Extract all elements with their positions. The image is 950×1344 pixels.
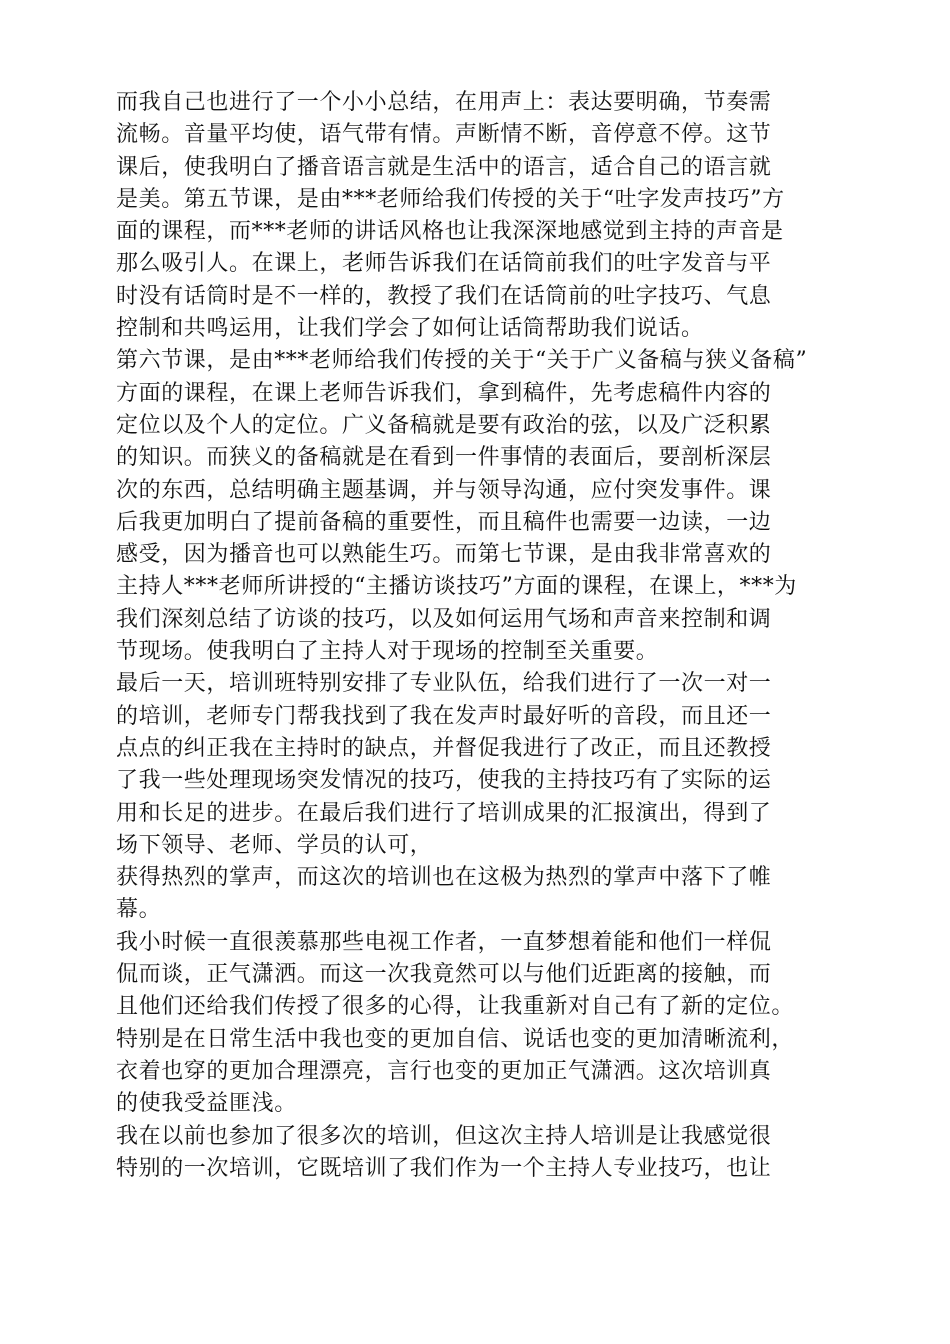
text-line: 衣着也穿的更加合理漂亮，言行也变的更加正气潇洒。这次培训真 bbox=[116, 1058, 772, 1084]
text-line: 定位以及个人的定位。广义备稿就是要有政治的弦，以及广泛积累 bbox=[116, 412, 772, 438]
text-line: 我在以前也参加了很多次的培训，但这次主持人培训是让我感觉很 bbox=[116, 1123, 772, 1149]
text-line: 第六节课，是由***老师给我们传授的关于“关于广义备稿与狭义备稿” bbox=[116, 348, 808, 374]
text-line: 流畅。音量平均使，语气带有情。声断情不断，音停意不停。这节 bbox=[116, 122, 772, 148]
text-line: 点点的纠正我在主持时的缺点，并督促我进行了改正，而且还教授 bbox=[116, 735, 772, 761]
text-line: 面的课程，而***老师的讲话风格也让我深深地感觉到主持的声音是 bbox=[116, 219, 784, 245]
text-line: 了我一些处理现场突发情况的技巧，使我的主持技巧有了实际的运 bbox=[116, 768, 772, 794]
text-line: 时没有话筒时是不一样的，教授了我们在话筒前的吐字技巧、气息 bbox=[116, 283, 772, 309]
text-line: 获得热烈的掌声，而这次的培训也在这极为热烈的掌声中落下了帷 bbox=[116, 865, 772, 891]
text-line: 后我更加明白了提前备稿的重要性，而且稿件也需要一边读，一边 bbox=[116, 509, 772, 535]
text-line: 控制和共鸣运用，让我们学会了如何让话筒帮助我们说话。 bbox=[116, 316, 704, 342]
text-line: 课后，使我明白了播音语言就是生活中的语言，适合自己的语言就 bbox=[116, 154, 772, 180]
text-line: 特别的一次培训，它既培训了我们作为一个主持人专业技巧，也让 bbox=[116, 1155, 772, 1181]
text-line: 侃而谈，正气潇洒。而这一次我竟然可以与他们近距离的接触，而 bbox=[116, 962, 772, 988]
text-line: 我们深刻总结了访谈的技巧，以及如何运用气场和声音来控制和调 bbox=[116, 606, 772, 632]
text-line: 感受，因为播音也可以熟能生巧。而第七节课，是由我非常喜欢的 bbox=[116, 542, 772, 568]
text-line: 方面的课程，在课上老师告诉我们，拿到稿件，先考虑稿件内容的 bbox=[116, 380, 772, 406]
text-line: 节现场。使我明白了主持人对于现场的控制至关重要。 bbox=[116, 639, 659, 665]
text-line: 那么吸引人。在课上，老师告诉我们在话筒前我们的吐字发音与平 bbox=[116, 251, 772, 277]
text-line: 主持人***老师所讲授的“主播访谈技巧”方面的课程，在课上，***为 bbox=[116, 574, 797, 600]
text-line: 的培训，老师专门帮我找到了我在发声时最好听的音段，而且还一 bbox=[116, 703, 772, 729]
text-line: 而我自己也进行了一个小小总结，在用声上：表达要明确，节奏需 bbox=[116, 90, 772, 115]
text-line: 我小时候一直很羡慕那些电视工作者，一直梦想着能和他们一样侃 bbox=[116, 929, 772, 955]
text-line: 的使我受益匪浅。 bbox=[116, 1091, 297, 1117]
text-line: 场下领导、老师、学员的认可， bbox=[116, 832, 433, 858]
text-line: 特别是在日常生活中我也变的更加自信、说话也变的更加清晰流利， bbox=[116, 1026, 795, 1052]
body-text bbox=[116, 87, 846, 1185]
text-line: 次的东西，总结明确主题基调，并与领导沟通，应付突发事件。课 bbox=[116, 477, 772, 503]
text-line: 的知识。而狭义的备稿就是在看到一件事情的表面后，要剖析深层 bbox=[116, 445, 772, 471]
text-line: 用和长足的进步。在最后我们进行了培训成果的汇报演出，得到了 bbox=[116, 800, 772, 826]
text-line: 是美。第五节课，是由***老师给我们传授的关于“吐字发声技巧”方 bbox=[116, 186, 785, 212]
text-line: 且他们还给我们传授了很多的心得，让我重新对自己有了新的定位。 bbox=[116, 994, 795, 1020]
text-line: 幕。 bbox=[116, 897, 162, 923]
text-line: 最后一天，培训班特别安排了专业队伍，给我们进行了一次一对一 bbox=[116, 671, 772, 697]
